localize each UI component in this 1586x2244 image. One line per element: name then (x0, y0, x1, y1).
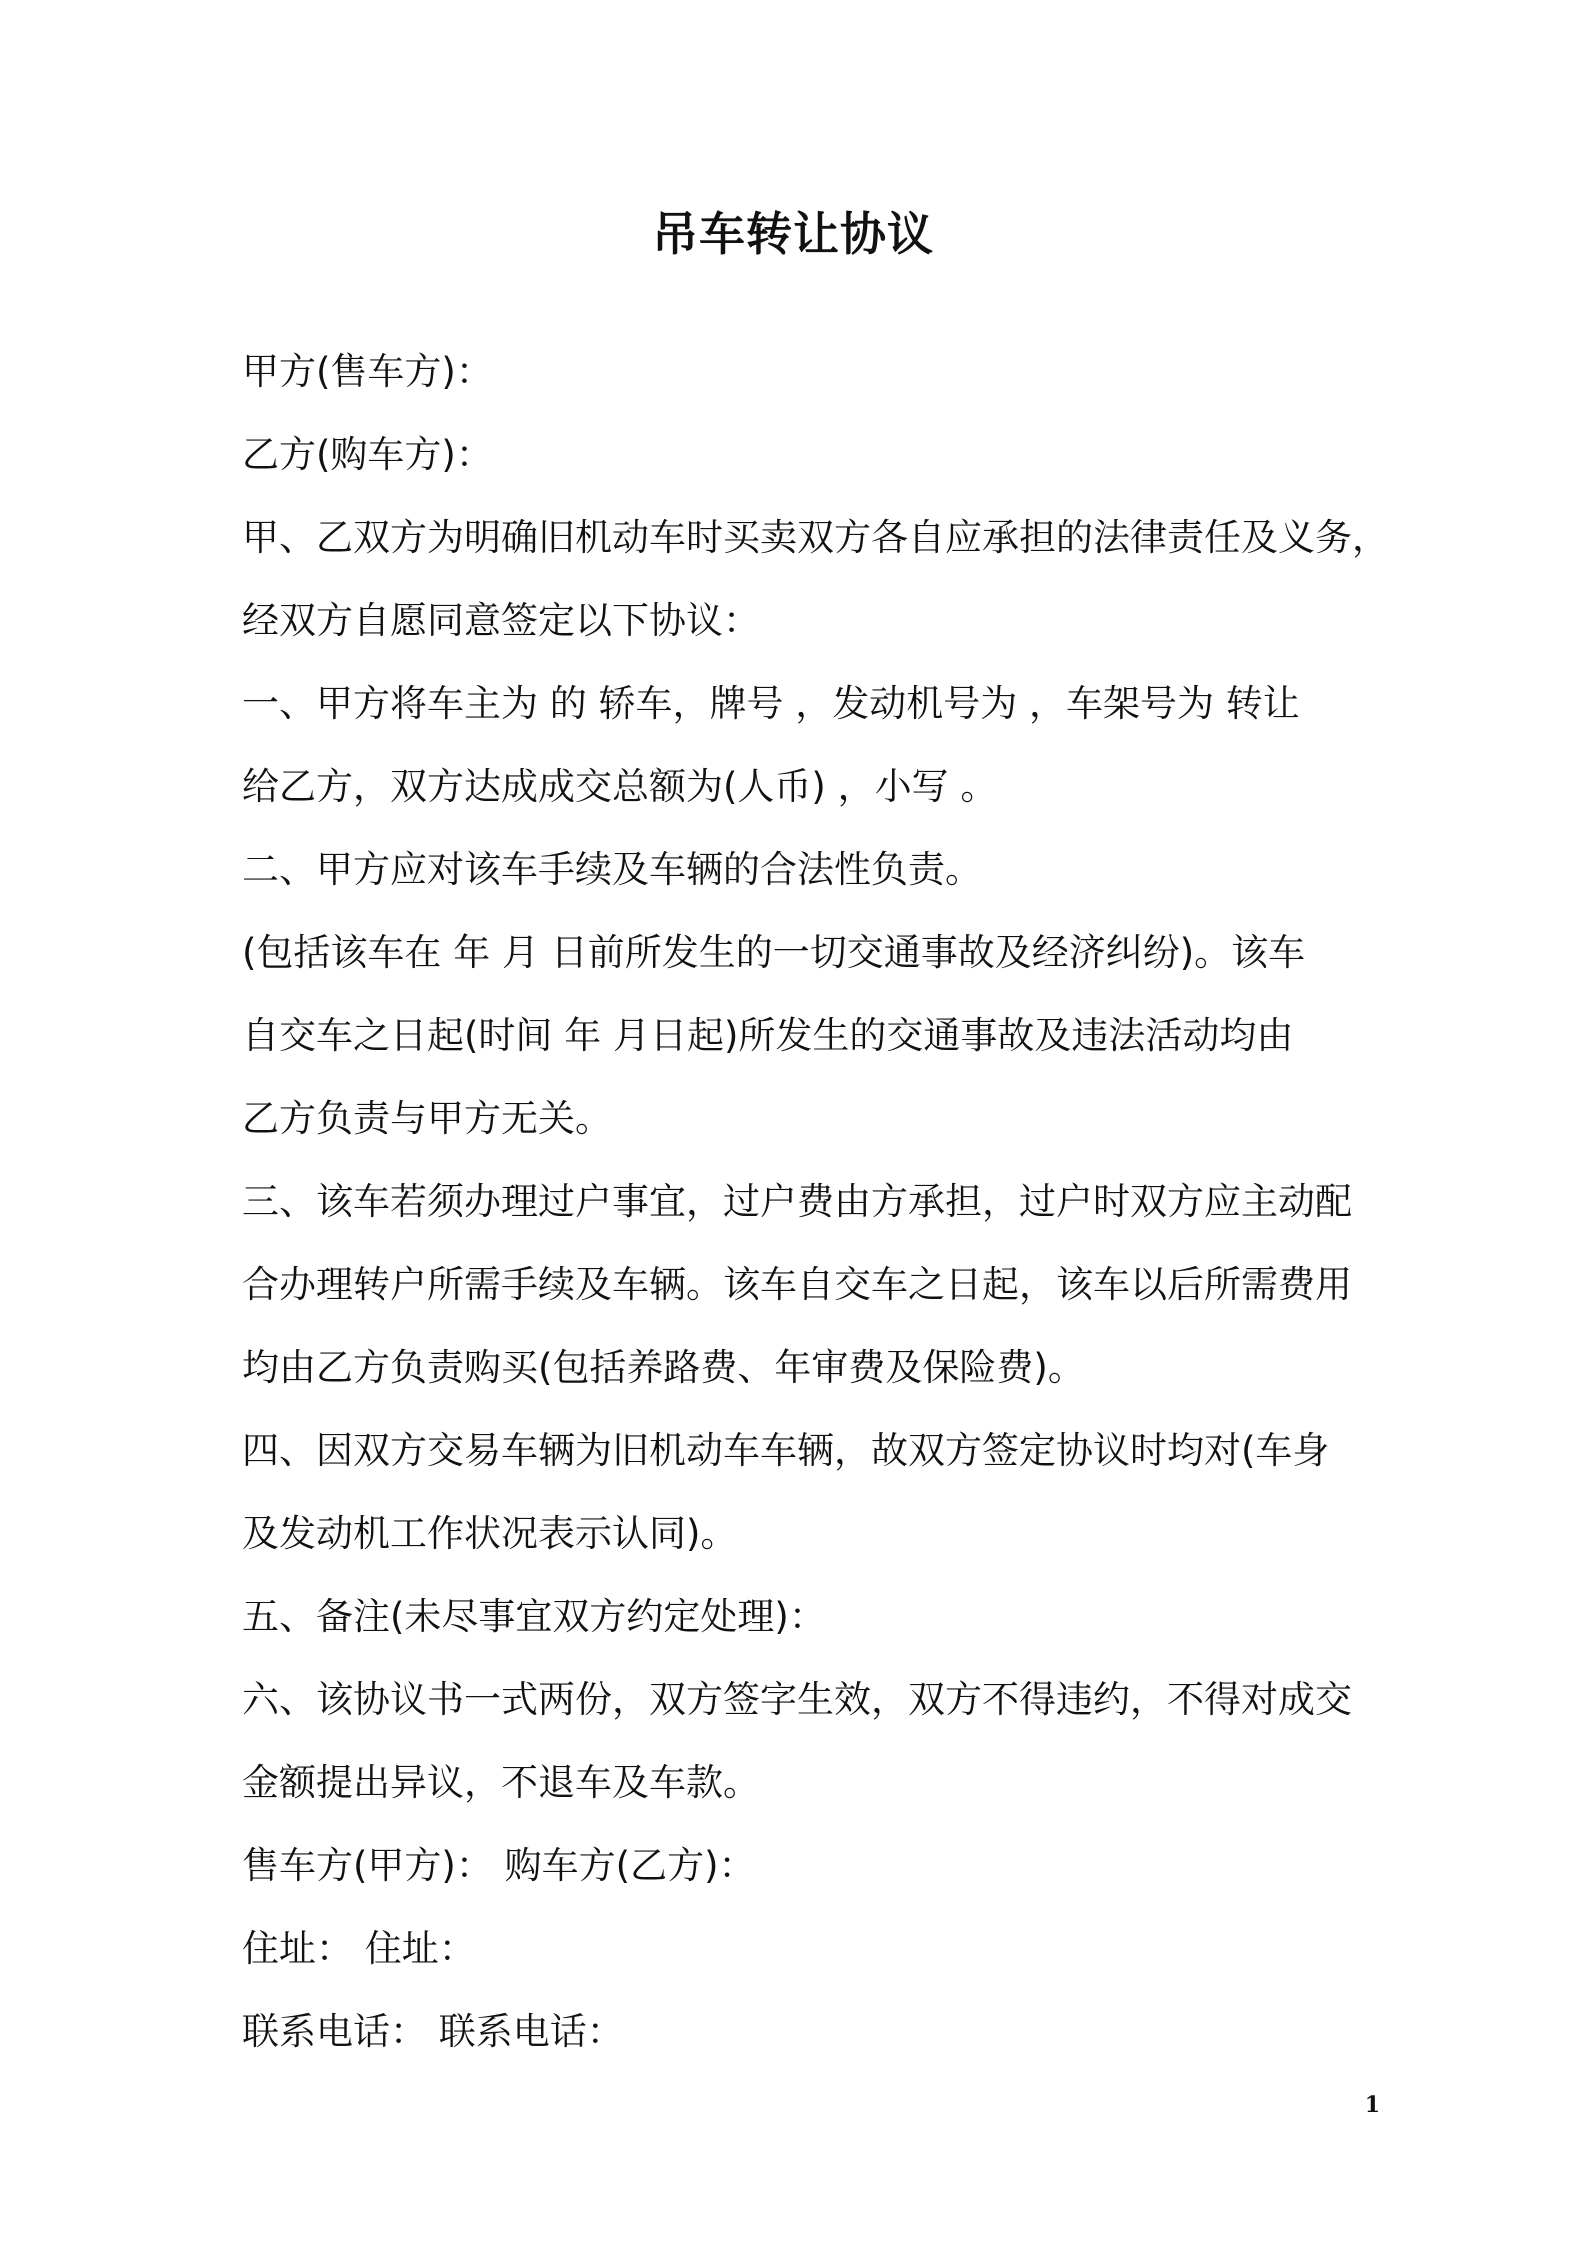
line-clause-2c: 自交车之日起(时间 年 月日起)所发生的交通事故及违法活动均由 (242, 1014, 1294, 1057)
line-clause-2a: 二、甲方应对该车手续及车辆的合法性负责。 (242, 848, 982, 891)
line-preamble-1: 甲、乙双方为明确旧机动车时买卖双方各自应承担的法律责任及义务， (242, 516, 1389, 559)
line-clause-1b: 给乙方，双方达成成交总额为(人币) ，小写 。 (242, 765, 998, 808)
line-clause-2b: (包括该车在 年 月 日前所发生的一切交通事故及经济纠纷)。该车 (242, 931, 1306, 974)
line-phones: 联系电话： 联系电话： (242, 2010, 624, 2053)
line-clause-3b: 合办理转户所需手续及车辆。该车自交车之日起，该车以后所需费用 (242, 1263, 1352, 1306)
line-clause-5: 五、备注(未尽事宜双方约定处理)： (242, 1595, 826, 1638)
document-title: 吊车转让协议 (652, 207, 934, 261)
line-clause-3a: 三、该车若须办理过户事宜，过户费由方承担，过户时双方应主动配 (242, 1180, 1352, 1223)
line-addresses: 住址： 住址： (242, 1927, 476, 1970)
line-party-b: 乙方(购车方)： (242, 433, 493, 476)
line-clause-1a: 一、甲方将车主为 的 轿车，牌号 ，发动机号为 ，车架号为 转让 (242, 682, 1300, 725)
line-preamble-2: 经双方自愿同意签定以下协议： (242, 599, 760, 642)
line-clause-2d: 乙方负责与甲方无关。 (242, 1097, 612, 1140)
line-clause-4b: 及发动机工作状况表示认同)。 (242, 1512, 738, 1555)
document-body (242, 330, 1402, 2073)
page-number: 1 (1364, 2092, 1380, 2118)
line-clause-4a: 四、因双方交易车辆为旧机动车车辆，故双方签定协议时均对(车身 (242, 1429, 1330, 1472)
line-clause-6b: 金额提出异议，不退车及车款。 (242, 1761, 760, 1804)
line-signatures: 售车方(甲方)： 购车方(乙方)： (242, 1844, 756, 1887)
line-clause-3c: 均由乙方负责购买(包括养路费、年审费及保险费)。 (242, 1346, 1085, 1389)
line-clause-6a: 六、该协议书一式两份，双方签字生效，双方不得违约，不得对成交 (242, 1678, 1352, 1721)
line-party-a: 甲方(售车方)： (242, 350, 493, 393)
